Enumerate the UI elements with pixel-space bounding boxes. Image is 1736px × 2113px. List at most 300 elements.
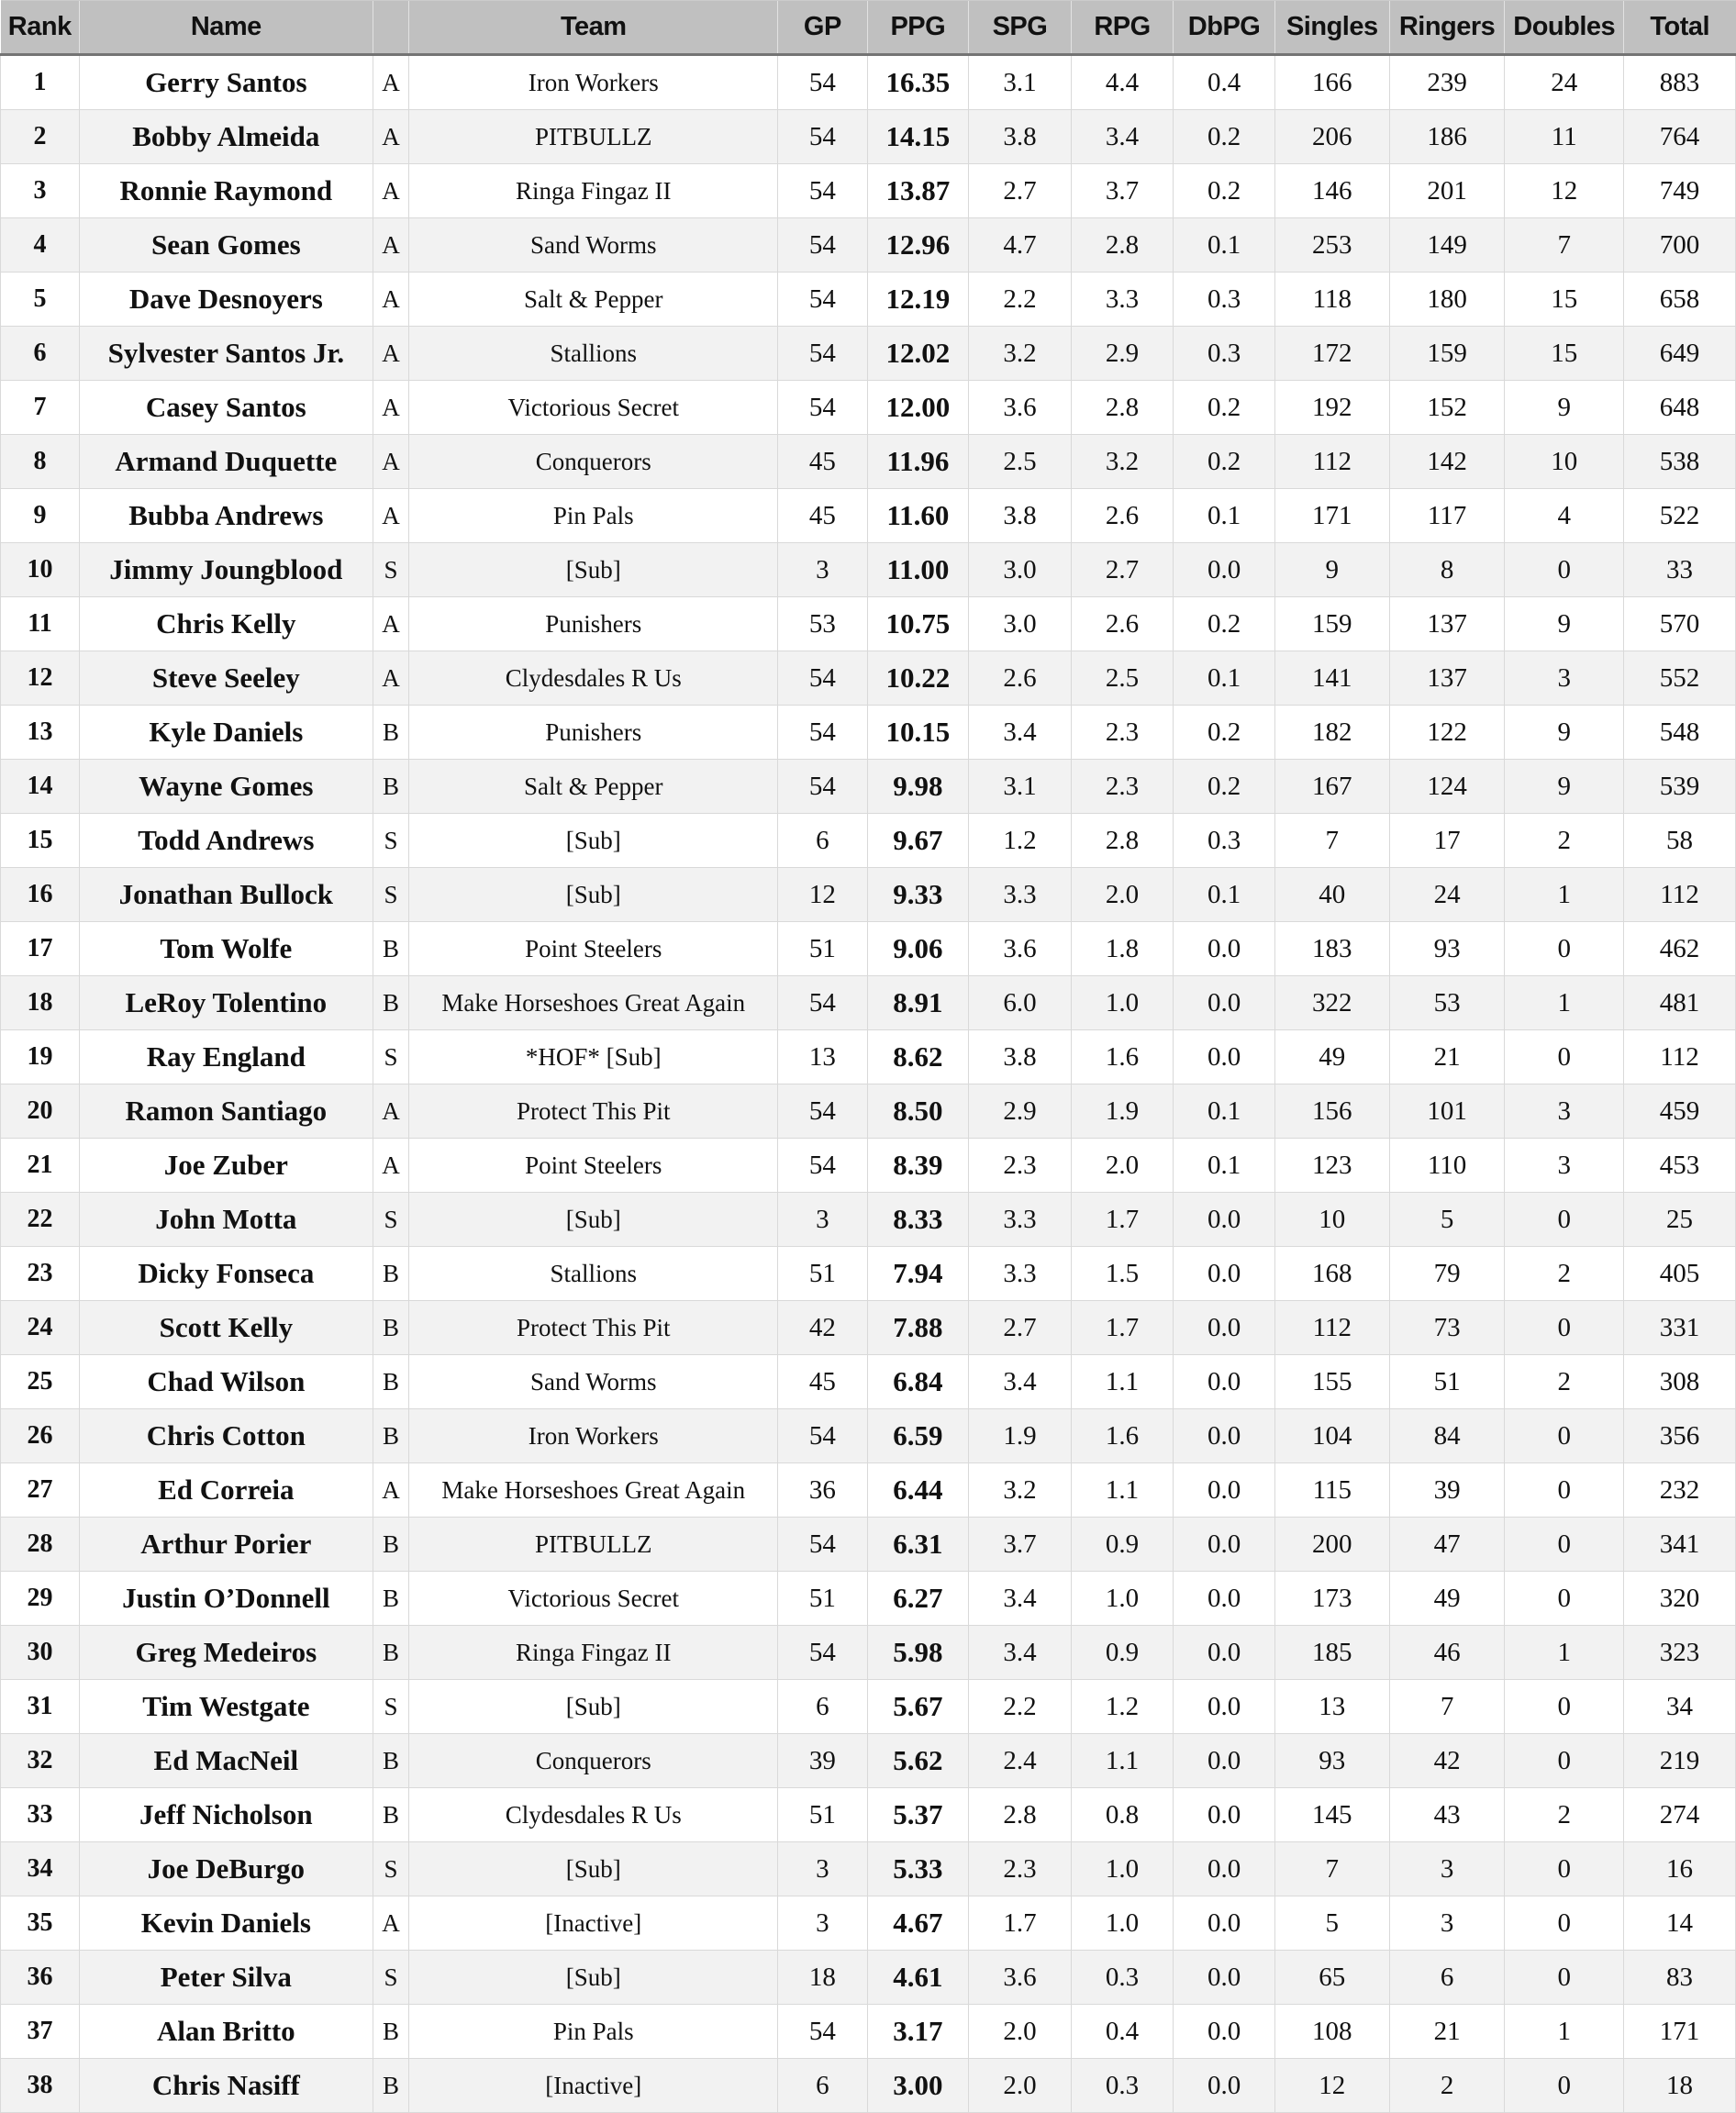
division-cell: B — [373, 1301, 409, 1355]
name-cell: Greg Medeiros — [80, 1626, 373, 1680]
table-row — [1, 1518, 1736, 1572]
ringers-cell: 3 — [1389, 1842, 1505, 1896]
ringers-cell: 137 — [1389, 597, 1505, 651]
spg-cell: 3.7 — [969, 1518, 1072, 1572]
name-cell: LeRoy Tolentino — [80, 976, 373, 1030]
team-cell: [Sub] — [409, 814, 778, 868]
spg-cell: 2.4 — [969, 1734, 1072, 1788]
division-cell: S — [373, 1951, 409, 2005]
division-cell: B — [373, 1626, 409, 1680]
rank-cell: 1 — [1, 55, 80, 110]
ppg-cell: 11.00 — [867, 543, 969, 597]
team-cell: Stallions — [409, 1247, 778, 1301]
gp-cell: 3 — [778, 543, 867, 597]
stats-table-body — [1, 55, 1736, 2113]
team-cell: *HOF* [Sub] — [409, 1030, 778, 1084]
rank-cell: 8 — [1, 435, 80, 489]
gp-cell: 45 — [778, 1355, 867, 1409]
gp-cell: 3 — [778, 1842, 867, 1896]
total-cell: 883 — [1623, 55, 1735, 110]
rank-cell: 32 — [1, 1734, 80, 1788]
doubles-cell: 0 — [1505, 1951, 1624, 2005]
singles-cell: 118 — [1274, 272, 1389, 327]
column-header-division — [373, 1, 409, 55]
division-cell: A — [373, 651, 409, 706]
team-cell: Make Horseshoes Great Again — [409, 976, 778, 1030]
column-header-spg: SPG — [969, 1, 1072, 55]
dbpg-cell: 0.1 — [1174, 651, 1275, 706]
spg-cell: 2.0 — [969, 2005, 1072, 2059]
doubles-cell: 9 — [1505, 760, 1624, 814]
division-cell: A — [373, 1084, 409, 1139]
singles-cell: 10 — [1274, 1193, 1389, 1247]
gp-cell: 51 — [778, 1788, 867, 1842]
singles-cell: 182 — [1274, 706, 1389, 760]
table-row — [1, 1247, 1736, 1301]
ringers-cell: 93 — [1389, 922, 1505, 976]
dbpg-cell: 0.4 — [1174, 55, 1275, 110]
name-cell: Ray England — [80, 1030, 373, 1084]
dbpg-cell: 0.3 — [1174, 814, 1275, 868]
rpg-cell: 3.7 — [1071, 164, 1174, 218]
team-cell: Victorious Secret — [409, 1572, 778, 1626]
doubles-cell: 2 — [1505, 1247, 1624, 1301]
total-cell: 25 — [1623, 1193, 1735, 1247]
rank-cell: 34 — [1, 1842, 80, 1896]
rpg-cell: 2.9 — [1071, 327, 1174, 381]
rank-cell: 28 — [1, 1518, 80, 1572]
dbpg-cell: 0.0 — [1174, 543, 1275, 597]
division-cell: S — [373, 814, 409, 868]
doubles-cell: 2 — [1505, 1788, 1624, 1842]
name-cell: Dicky Fonseca — [80, 1247, 373, 1301]
gp-cell: 42 — [778, 1301, 867, 1355]
rpg-cell: 0.9 — [1071, 1518, 1174, 1572]
table-row — [1, 272, 1736, 327]
rank-cell: 33 — [1, 1788, 80, 1842]
gp-cell: 39 — [778, 1734, 867, 1788]
team-cell: Conquerors — [409, 1734, 778, 1788]
spg-cell: 3.2 — [969, 327, 1072, 381]
dbpg-cell: 0.1 — [1174, 1139, 1275, 1193]
total-cell: 453 — [1623, 1139, 1735, 1193]
rpg-cell: 3.4 — [1071, 110, 1174, 164]
spg-cell: 3.4 — [969, 1572, 1072, 1626]
gp-cell: 54 — [778, 218, 867, 272]
rank-cell: 37 — [1, 2005, 80, 2059]
rank-cell: 10 — [1, 543, 80, 597]
division-cell: S — [373, 1680, 409, 1734]
ringers-cell: 6 — [1389, 1951, 1505, 2005]
dbpg-cell: 0.0 — [1174, 1030, 1275, 1084]
total-cell: 219 — [1623, 1734, 1735, 1788]
spg-cell: 3.1 — [969, 55, 1072, 110]
spg-cell: 1.7 — [969, 1896, 1072, 1951]
singles-cell: 9 — [1274, 543, 1389, 597]
rank-cell: 2 — [1, 110, 80, 164]
table-row — [1, 2059, 1736, 2113]
rank-cell: 9 — [1, 489, 80, 543]
rank-cell: 24 — [1, 1301, 80, 1355]
ringers-cell: 46 — [1389, 1626, 1505, 1680]
rank-cell: 16 — [1, 868, 80, 922]
ringers-cell: 47 — [1389, 1518, 1505, 1572]
table-row — [1, 1626, 1736, 1680]
name-cell: Chris Kelly — [80, 597, 373, 651]
ppg-cell: 3.00 — [867, 2059, 969, 2113]
team-cell: Iron Workers — [409, 55, 778, 110]
name-cell: Ed MacNeil — [80, 1734, 373, 1788]
division-cell: A — [373, 218, 409, 272]
ringers-cell: 84 — [1389, 1409, 1505, 1463]
division-cell: B — [373, 1734, 409, 1788]
rank-cell: 13 — [1, 706, 80, 760]
singles-cell: 171 — [1274, 489, 1389, 543]
name-cell: Todd Andrews — [80, 814, 373, 868]
doubles-cell: 9 — [1505, 706, 1624, 760]
gp-cell: 54 — [778, 1084, 867, 1139]
gp-cell: 54 — [778, 1409, 867, 1463]
singles-cell: 322 — [1274, 976, 1389, 1030]
rpg-cell: 0.8 — [1071, 1788, 1174, 1842]
gp-cell: 45 — [778, 489, 867, 543]
name-cell: John Motta — [80, 1193, 373, 1247]
total-cell: 112 — [1623, 868, 1735, 922]
ppg-cell: 11.96 — [867, 435, 969, 489]
doubles-cell: 7 — [1505, 218, 1624, 272]
dbpg-cell: 0.0 — [1174, 1409, 1275, 1463]
name-cell: Jeff Nicholson — [80, 1788, 373, 1842]
ringers-cell: 122 — [1389, 706, 1505, 760]
team-cell: Ringa Fingaz II — [409, 164, 778, 218]
singles-cell: 166 — [1274, 55, 1389, 110]
singles-cell: 172 — [1274, 327, 1389, 381]
division-cell: A — [373, 272, 409, 327]
ppg-cell: 4.61 — [867, 1951, 969, 2005]
spg-cell: 2.9 — [969, 1084, 1072, 1139]
doubles-cell: 0 — [1505, 1030, 1624, 1084]
table-row — [1, 1084, 1736, 1139]
table-row — [1, 814, 1736, 868]
name-cell: Tom Wolfe — [80, 922, 373, 976]
ringers-cell: 117 — [1389, 489, 1505, 543]
gp-cell: 54 — [778, 381, 867, 435]
team-cell: Stallions — [409, 327, 778, 381]
total-cell: 58 — [1623, 814, 1735, 868]
ringers-cell: 5 — [1389, 1193, 1505, 1247]
gp-cell: 54 — [778, 1518, 867, 1572]
dbpg-cell: 0.0 — [1174, 1247, 1275, 1301]
total-cell: 459 — [1623, 1084, 1735, 1139]
doubles-cell: 1 — [1505, 976, 1624, 1030]
header-row — [1, 1, 1736, 55]
table-row — [1, 327, 1736, 381]
table-row — [1, 1951, 1736, 2005]
name-cell: Bobby Almeida — [80, 110, 373, 164]
ringers-cell: 79 — [1389, 1247, 1505, 1301]
dbpg-cell: 0.1 — [1174, 489, 1275, 543]
gp-cell: 51 — [778, 1247, 867, 1301]
singles-cell: 146 — [1274, 164, 1389, 218]
rpg-cell: 2.0 — [1071, 1139, 1174, 1193]
division-cell: S — [373, 1193, 409, 1247]
spg-cell: 2.7 — [969, 164, 1072, 218]
spg-cell: 4.7 — [969, 218, 1072, 272]
name-cell: Chris Nasiff — [80, 2059, 373, 2113]
team-cell: [Inactive] — [409, 1896, 778, 1951]
ringers-cell: 101 — [1389, 1084, 1505, 1139]
ringers-cell: 73 — [1389, 1301, 1505, 1355]
singles-cell: 156 — [1274, 1084, 1389, 1139]
team-cell: Sand Worms — [409, 1355, 778, 1409]
rpg-cell: 1.6 — [1071, 1409, 1174, 1463]
doubles-cell: 10 — [1505, 435, 1624, 489]
column-header-gp: GP — [778, 1, 867, 55]
doubles-cell: 0 — [1505, 1518, 1624, 1572]
doubles-cell: 2 — [1505, 814, 1624, 868]
team-cell: [Sub] — [409, 543, 778, 597]
ppg-cell: 5.67 — [867, 1680, 969, 1734]
singles-cell: 185 — [1274, 1626, 1389, 1680]
name-cell: Peter Silva — [80, 1951, 373, 2005]
table-row — [1, 976, 1736, 1030]
total-cell: 481 — [1623, 976, 1735, 1030]
total-cell: 323 — [1623, 1626, 1735, 1680]
doubles-cell: 0 — [1505, 1193, 1624, 1247]
rpg-cell: 1.8 — [1071, 922, 1174, 976]
dbpg-cell: 0.0 — [1174, 1626, 1275, 1680]
ppg-cell: 8.50 — [867, 1084, 969, 1139]
singles-cell: 13 — [1274, 1680, 1389, 1734]
ringers-cell: 2 — [1389, 2059, 1505, 2113]
total-cell: 648 — [1623, 381, 1735, 435]
doubles-cell: 0 — [1505, 1842, 1624, 1896]
total-cell: 356 — [1623, 1409, 1735, 1463]
gp-cell: 54 — [778, 164, 867, 218]
rpg-cell: 1.2 — [1071, 1680, 1174, 1734]
gp-cell: 54 — [778, 55, 867, 110]
rpg-cell: 2.5 — [1071, 651, 1174, 706]
spg-cell: 3.8 — [969, 1030, 1072, 1084]
ppg-cell: 5.98 — [867, 1626, 969, 1680]
gp-cell: 54 — [778, 110, 867, 164]
team-cell: Make Horseshoes Great Again — [409, 1463, 778, 1518]
ringers-cell: 49 — [1389, 1572, 1505, 1626]
division-cell: A — [373, 489, 409, 543]
rpg-cell: 0.9 — [1071, 1626, 1174, 1680]
ppg-cell: 7.88 — [867, 1301, 969, 1355]
singles-cell: 168 — [1274, 1247, 1389, 1301]
rank-cell: 35 — [1, 1896, 80, 1951]
total-cell: 232 — [1623, 1463, 1735, 1518]
dbpg-cell: 0.0 — [1174, 1734, 1275, 1788]
dbpg-cell: 0.2 — [1174, 164, 1275, 218]
rank-cell: 14 — [1, 760, 80, 814]
rpg-cell: 3.2 — [1071, 435, 1174, 489]
rpg-cell: 1.1 — [1071, 1734, 1174, 1788]
rpg-cell: 1.7 — [1071, 1301, 1174, 1355]
dbpg-cell: 0.0 — [1174, 1193, 1275, 1247]
ringers-cell: 201 — [1389, 164, 1505, 218]
rank-cell: 30 — [1, 1626, 80, 1680]
singles-cell: 112 — [1274, 1301, 1389, 1355]
spg-cell: 3.0 — [969, 543, 1072, 597]
table-row — [1, 435, 1736, 489]
rpg-cell: 2.8 — [1071, 218, 1174, 272]
total-cell: 18 — [1623, 2059, 1735, 2113]
ringers-cell: 51 — [1389, 1355, 1505, 1409]
ppg-cell: 6.84 — [867, 1355, 969, 1409]
total-cell: 649 — [1623, 327, 1735, 381]
dbpg-cell: 0.0 — [1174, 1896, 1275, 1951]
dbpg-cell: 0.2 — [1174, 110, 1275, 164]
column-header-ringers: Ringers — [1389, 1, 1505, 55]
name-cell: Bubba Andrews — [80, 489, 373, 543]
rank-cell: 31 — [1, 1680, 80, 1734]
gp-cell: 45 — [778, 435, 867, 489]
doubles-cell: 0 — [1505, 1680, 1624, 1734]
doubles-cell: 9 — [1505, 597, 1624, 651]
team-cell: [Sub] — [409, 1842, 778, 1896]
team-cell: Salt & Pepper — [409, 760, 778, 814]
spg-cell: 2.2 — [969, 272, 1072, 327]
name-cell: Steve Seeley — [80, 651, 373, 706]
team-cell: PITBULLZ — [409, 110, 778, 164]
rank-cell: 38 — [1, 2059, 80, 2113]
rpg-cell: 1.6 — [1071, 1030, 1174, 1084]
table-row — [1, 706, 1736, 760]
ppg-cell: 9.33 — [867, 868, 969, 922]
ringers-cell: 152 — [1389, 381, 1505, 435]
name-cell: Casey Santos — [80, 381, 373, 435]
total-cell: 538 — [1623, 435, 1735, 489]
dbpg-cell: 0.2 — [1174, 435, 1275, 489]
total-cell: 83 — [1623, 1951, 1735, 2005]
doubles-cell: 1 — [1505, 2005, 1624, 2059]
division-cell: A — [373, 1896, 409, 1951]
gp-cell: 12 — [778, 868, 867, 922]
table-row — [1, 1680, 1736, 1734]
ppg-cell: 6.44 — [867, 1463, 969, 1518]
total-cell: 308 — [1623, 1355, 1735, 1409]
column-header-rank: Rank — [1, 1, 80, 55]
team-cell: Sand Worms — [409, 218, 778, 272]
singles-cell: 141 — [1274, 651, 1389, 706]
ringers-cell: 7 — [1389, 1680, 1505, 1734]
division-cell: B — [373, 922, 409, 976]
division-cell: B — [373, 706, 409, 760]
rank-cell: 23 — [1, 1247, 80, 1301]
rank-cell: 4 — [1, 218, 80, 272]
spg-cell: 2.6 — [969, 651, 1072, 706]
team-cell: Conquerors — [409, 435, 778, 489]
table-row — [1, 1572, 1736, 1626]
rpg-cell: 1.0 — [1071, 1842, 1174, 1896]
table-row — [1, 1301, 1736, 1355]
ppg-cell: 6.31 — [867, 1518, 969, 1572]
doubles-cell: 3 — [1505, 1139, 1624, 1193]
name-cell: Scott Kelly — [80, 1301, 373, 1355]
singles-cell: 183 — [1274, 922, 1389, 976]
spg-cell: 3.6 — [969, 922, 1072, 976]
ringers-cell: 159 — [1389, 327, 1505, 381]
total-cell: 539 — [1623, 760, 1735, 814]
ringers-cell: 110 — [1389, 1139, 1505, 1193]
ppg-cell: 6.27 — [867, 1572, 969, 1626]
singles-cell: 12 — [1274, 2059, 1389, 2113]
doubles-cell: 0 — [1505, 2059, 1624, 2113]
dbpg-cell: 0.0 — [1174, 1355, 1275, 1409]
division-cell: B — [373, 1247, 409, 1301]
ppg-cell: 8.62 — [867, 1030, 969, 1084]
table-row — [1, 922, 1736, 976]
rpg-cell: 1.0 — [1071, 976, 1174, 1030]
name-cell: Wayne Gomes — [80, 760, 373, 814]
ppg-cell: 8.91 — [867, 976, 969, 1030]
total-cell: 700 — [1623, 218, 1735, 272]
ppg-cell: 8.39 — [867, 1139, 969, 1193]
division-cell: B — [373, 2005, 409, 2059]
ppg-cell: 3.17 — [867, 2005, 969, 2059]
gp-cell: 54 — [778, 1626, 867, 1680]
total-cell: 749 — [1623, 164, 1735, 218]
spg-cell: 2.3 — [969, 1139, 1072, 1193]
table-row — [1, 110, 1736, 164]
ringers-cell: 39 — [1389, 1463, 1505, 1518]
name-cell: Arthur Porier — [80, 1518, 373, 1572]
total-cell: 522 — [1623, 489, 1735, 543]
doubles-cell: 12 — [1505, 164, 1624, 218]
table-row — [1, 381, 1736, 435]
ppg-cell: 10.22 — [867, 651, 969, 706]
gp-cell: 18 — [778, 1951, 867, 2005]
name-cell: Alan Britto — [80, 2005, 373, 2059]
spg-cell: 2.0 — [969, 2059, 1072, 2113]
total-cell: 16 — [1623, 1842, 1735, 1896]
rpg-cell: 2.8 — [1071, 814, 1174, 868]
table-row — [1, 868, 1736, 922]
ppg-cell: 11.60 — [867, 489, 969, 543]
doubles-cell: 0 — [1505, 922, 1624, 976]
team-cell: Victorious Secret — [409, 381, 778, 435]
rpg-cell: 2.3 — [1071, 760, 1174, 814]
rpg-cell: 2.0 — [1071, 868, 1174, 922]
team-cell: Ringa Fingaz II — [409, 1626, 778, 1680]
name-cell: Justin O’Donnell — [80, 1572, 373, 1626]
table-row — [1, 2005, 1736, 2059]
ppg-cell: 12.02 — [867, 327, 969, 381]
ppg-cell: 13.87 — [867, 164, 969, 218]
ppg-cell: 9.06 — [867, 922, 969, 976]
division-cell: S — [373, 1842, 409, 1896]
ringers-cell: 142 — [1389, 435, 1505, 489]
ringers-cell: 21 — [1389, 2005, 1505, 2059]
doubles-cell: 4 — [1505, 489, 1624, 543]
spg-cell: 2.2 — [969, 1680, 1072, 1734]
total-cell: 570 — [1623, 597, 1735, 651]
table-row — [1, 543, 1736, 597]
spg-cell: 3.3 — [969, 868, 1072, 922]
spg-cell: 3.8 — [969, 489, 1072, 543]
table-row — [1, 597, 1736, 651]
spg-cell: 1.2 — [969, 814, 1072, 868]
ringers-cell: 239 — [1389, 55, 1505, 110]
spg-cell: 3.3 — [969, 1193, 1072, 1247]
ppg-cell: 12.96 — [867, 218, 969, 272]
rpg-cell: 2.7 — [1071, 543, 1174, 597]
name-cell: Gerry Santos — [80, 55, 373, 110]
name-cell: Chris Cotton — [80, 1409, 373, 1463]
